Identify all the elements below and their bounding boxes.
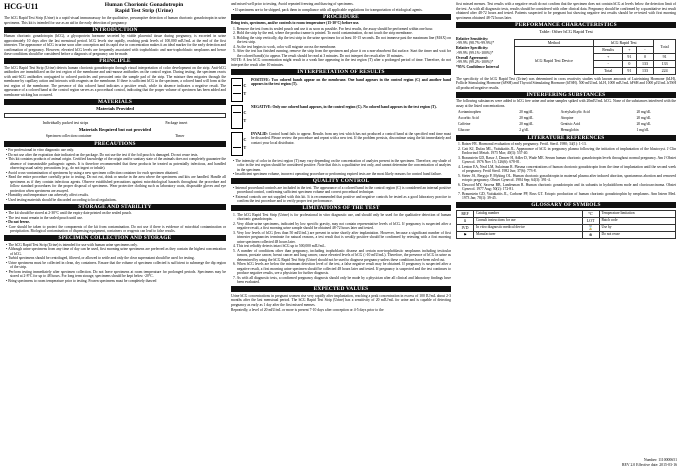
list-item: 4. As the test begins to work, color will migrate across the membrane. — [233, 44, 337, 49]
table-cell: Results — [594, 46, 623, 53]
control-line-label: C — [243, 136, 247, 142]
stat-line: >99.9% (99.1%-100%)* — [456, 50, 494, 55]
do-not-reuse-icon: ⊗ — [582, 231, 599, 238]
list-item: 7. As with all diagnostic tests, a confirmed pregnancy diagnosis should only be made by a physician after all clinical and laboratory findings have been evaluated. — [233, 275, 451, 284]
section-heading-specimen: SPECIMEN COLLECTION AND STORAGE — [4, 235, 226, 241]
test-line — [233, 93, 241, 95]
manufacturer-icon: ⚑ — [457, 231, 474, 238]
temperature-icon: ℃ — [582, 210, 599, 217]
hourglass-icon: ⌛ — [582, 224, 599, 231]
table-cell: Catalog number — [474, 210, 583, 217]
list-item: 2. Hold the strip by the end, where the product name is printed. To avoid contamination, do not touch the strip membrane. — [233, 31, 413, 35]
table-row — [514, 46, 675, 53]
materials-provided-list — [4, 120, 226, 126]
list-item: 2. Catt KJ, Dufau ML, Vaitukaitis JL. Appearance of hCG in pregnancy plasma following the initiation of implantation of the blastocyst. J Clin Endocrinol Metab. 1975 Mar; 40(3): 537-40. — [458, 146, 676, 155]
control-line — [233, 85, 241, 87]
table-cell: 20 mg/dL — [519, 121, 534, 126]
materials-provided-heading: Materials Provided — [96, 106, 134, 111]
table-cell: Method — [514, 39, 594, 46]
table-cell: Total — [654, 39, 676, 53]
table-cell: Gentisic Acid — [560, 121, 581, 126]
list-item: 4. This test reliably detects intact hCG up to 500,000 mIU/mL. — [233, 244, 326, 248]
procedure-note: NOTE: A low hCG concentration might result in a weak line appearing in the test region (T) after a prolonged period of time. Therefore, do not interpret the result after 10 minutes. — [231, 58, 451, 67]
table-cell: 133 — [654, 60, 676, 67]
list-item: • External controls are not supplied with this kit. It is recommended that positive and negative controls be tested as a good laboratory practice to confirm the test procedure and to verify proper test performance. — [233, 194, 451, 203]
interfering-text: The following substances were added to hCG free urine and urine samples spiked with 20mIU/mL hCG. None of the substances interfered with the assay at the listed concentrations. — [456, 99, 676, 108]
negative-text: NEGATIVE: Only one colored band appears, in the control region (C). No colored band appears in the test region (T). — [251, 104, 437, 109]
table-row — [456, 127, 676, 133]
specimen-continued: and mixed well prior to testing. Avoid repeated freezing and thawing of specimens. — [231, 2, 354, 6]
table-cell: 0 — [623, 60, 637, 67]
expected-values-continued: first missed menses. Test results with a negative result do not confirm that the specimen does not contain hCG at levels below the detection limit of the test. As with all diagnostic tests, results should be considered with other clinical data. Pregnancy should be confirmed by a quantitative test result obtained after 48-72 hours and tested. Patients suspected to be pregnant but showing negative test results should be re-tested with first morning specimens obtained 48-72 hours later. — [456, 2, 676, 20]
table-cell: Batch code — [599, 217, 675, 224]
table-cell: - — [636, 46, 654, 53]
intended-use: The hCG Rapid Test Strip (Urine) is a rapid visual immunoassay for the qualitative, presumptive detection of human chorionic gonadotropin in urine specimens. This kit is intended for use as an aid in the early detection of pregnancy. — [4, 16, 226, 25]
table-cell: Do not reuse — [599, 231, 675, 238]
list-item: • Insufficient specimen volume, incorrect operating procedure or performing expired tests are the most likely reasons for control band failure. — [233, 172, 442, 176]
revision-date: REV 2.0 Effective date: 2015-03-16 — [621, 463, 677, 468]
list-item: 4. Lenton EA, Neal LM, Sulaiman R. Plasma concentrations of human chorionic gonadotropin from the time of implantation until the second week of pregnancy. Fertil Steril. 1982 Jun; 37(6): 773-8. — [458, 164, 676, 173]
header — [4, 2, 226, 14]
section-heading-glossary: GLOSSARY OF SYMBOLS — [456, 202, 676, 208]
section-heading-procedure: PROCEDURE — [231, 14, 451, 20]
stat-line: >99.9% (99.2%-100%)* — [456, 60, 494, 65]
table-title: Table: Other hCG Rapid Test — [539, 29, 593, 34]
list-item: 1. Remove the test from its sealed pouch and use it as soon as possible. For best results, the assay should be performed within one hour. — [233, 26, 434, 31]
list-item: 5. Steier JA, Bergsjo P, Myking OL. Human chorionic gonadotropin in maternal plasma after induced abortion, spontaneous abortion and removed ectopic pregnancy. Obstet Gynecol. 1984 Sep; 64(3): 391-4. — [458, 173, 676, 182]
table-row — [514, 39, 675, 46]
performance-stats — [456, 37, 514, 71]
table-cell: 20 mg/dL — [636, 109, 651, 114]
list-item: 1. Batzer FR. Hormonal evaluation of early pregnancy. Fertil. Steril. 1980; 34(1): 1-13. — [458, 142, 587, 146]
list-item: Package insert — [165, 120, 188, 125]
positive-text: POSITIVE: Two colored bands appear on the membrane. One band appears in the control region (C) and another band appears in the test region (T). — [251, 77, 451, 86]
column-3 — [456, 2, 676, 468]
table-row — [457, 210, 676, 217]
list-item: • The intensity of color in the test region (T) may vary depending on the concentration of analytes present in the specimen. Therefore, any shade of color in the test region should be considered positive. Note that this is a qualitative test only, and cannot determine the concentration of analytes in the specimen. — [233, 158, 451, 172]
column-2 — [231, 2, 451, 468]
table-row — [457, 224, 676, 231]
procedure-intro: Bring tests, specimens, and/or controls to room temperature (15-30°C) before use. — [231, 21, 360, 25]
list-item: • The kit should be stored at 2-30°C until the expiry date printed on the sealed pouch. — [6, 211, 132, 215]
product-code: HCG-U11 — [4, 2, 39, 11]
table-cell: Hemoglobin — [560, 127, 579, 132]
materials-required-heading: Materials Required but not provided — [78, 126, 152, 132]
table-cell: 0 — [636, 53, 654, 60]
stat-line: Relative Sensitivity: — [456, 36, 489, 41]
table-row — [457, 217, 676, 224]
section-heading-storage: STORAGE AND STABILITY — [4, 204, 226, 210]
principle-text: The hCG Rapid Test Strip (Urine) detects human chorionic gonadotropin through visual interpretation of color development on the strip. Anti-hCG antibodies are immobilized on the test region of the membrane and anti-mouse antibodies on the control region. During testing, the specimen reacts with anti-hCG antibodies conjugated to colored particles and precoated onto the sample pad of the strip. The mixture then migrates through the membrane by capillary action and interacts with reagents on the membrane. If there is sufficient hCG in the specimen, a colored band will form at the test region of the membrane. The presence of this colored band indicates a positive result, while its absence indicates a negative result. The appearance of a colored band at the control region serves as a procedural control, indicating that the proper volume of specimen has been added and membrane wicking has occurred. — [4, 65, 226, 97]
title-line-1: Human Chorionic Gonadotropin — [104, 2, 184, 8]
result-negative — [231, 105, 451, 129]
table-cell: hCG Rapid Test — [594, 39, 654, 46]
stat-line: >99.9% (98.7%-99.9%)* — [456, 41, 495, 46]
list-item: • For professional in vitro diagnostic use only. — [6, 148, 75, 152]
section-heading-introduction: INTRODUCTION — [4, 27, 226, 33]
list-item: • Care should be taken to protect the components of the kit from contamination. Do not use if there is evidence of microbial contamination or precipitation. Biological contamination of dispensing equipment, containers or reagents can lead to false results. — [6, 224, 226, 233]
table-cell: Temperature limitation — [599, 210, 675, 217]
stat-line: Overall Agreement: — [456, 55, 489, 60]
list-item: 5. After the test has finished running, remove the strip from the specimen and place it on a non-absorbent flat surface. Start the timer and wait for the colored band(s) to appear. The result should be read at 3 minutes. Do not interpret the result after 10 minutes. — [233, 49, 451, 58]
section-heading-limitations: LIMITATIONS OF THE TEST — [231, 205, 451, 211]
table-cell: + — [594, 53, 623, 60]
table-cell: Total — [594, 67, 623, 74]
table-cell: 133 — [636, 67, 654, 74]
table-cell: Consult instructions for use — [474, 217, 583, 224]
column-1 — [4, 2, 226, 468]
result-positive — [231, 78, 451, 102]
test-line-label: T — [243, 90, 247, 96]
list-item: • The test must remain in the sealed pouch until use. — [6, 215, 83, 220]
expected-values-text-2: Repeatedly, a level of 20 mIU/mL or more is present 7-10 days after conception or 4-5 days prior to the — [231, 308, 384, 312]
list-item: • Humidity and temperature can adversely affect results. — [6, 193, 89, 197]
list-item: Timer — [175, 134, 185, 138]
document-number: Number: 1110000651 — [643, 458, 677, 463]
section-heading-literature: LITERATURE REFERENCES — [456, 135, 676, 141]
list-item: • Perform testing immediately after specimen collection. Do not leave specimens at room temperature for prolonged periods. Specimens may be stored at 2-8°C for up to 48 hours. For long term storage, specimens should be kept below -20°C. — [6, 269, 226, 278]
storage-list — [4, 211, 226, 234]
table-cell: Caffeine — [458, 121, 471, 126]
list-item: • Turbid specimens should be centrifuged, filtered, or allowed to settle and only the clear supernatant should be used for testing. — [6, 256, 195, 260]
table-cell: 91 — [623, 53, 637, 60]
expected-values-text: Urine hCG concentrations in pregnant women rise very rapidly after implantation, reaching a peak concentration in excess of 100 IU/mL about 2-3 months after the last menstrual period. The hCG Rapid Test Strip (Urine) has a sensitivity of 20 mIU/mL for urine and is capable of detecting pregnancy as early as 1 day after the first missed menses. — [231, 293, 451, 307]
invalid-text: INVALID: Control band fails to appear. Results from any test which has not produced a control band at the specified read time must be discarded. Please review the procedure and repeat with a new test. If the problem persists, discontinue using the kit immediately and contact your local distributor. — [251, 131, 451, 145]
section-heading-precautions: PRECAUTIONS — [4, 141, 226, 147]
introduction-text: Human chorionic gonadotropin (hCG), a glycoprotein hormone secreted by viable placental tissue during pregnancy, is excreted in urine approximately 10 days after the last menstrual period. hCG levels rise rapidly, reaching peak levels of 100,000 mIU/mL at the end of the first trimester. The appearance of hCG in urine soon after conception and its rapid rise in concentration makes it an ideal marker for the early detection and confirmation of pregnancy. However, elevated hCG levels are frequently associated with trophoblastic and non-trophoblastic neoplasms and hence these conditions should be considered before a diagnosis of pregnancy can be made. — [4, 34, 226, 56]
quality-control-list — [231, 186, 451, 204]
interpretation-notes — [231, 159, 451, 177]
control-line — [233, 112, 241, 114]
stat-line: *95% Confidence Interval — [456, 65, 499, 70]
test-line-label: T — [243, 144, 247, 150]
list-item: 1. The hCG Rapid Test Strip (Urine) is for professional in vitro diagnostic use, and should only be used for the qualitative detection of human chorionic gonadotropin. — [233, 212, 451, 221]
list-item: • Used testing materials should be discarded according to local regulations. — [6, 197, 117, 202]
materials-provided-box — [4, 113, 226, 118]
list-item: 2. Very dilute urine specimens, indicated by low specific gravity, may not contain representative levels of hCG. If pregnancy is suspected after a negative result, a first morning urine sample should be obtained 48-72 hours later and tested. — [233, 221, 451, 230]
section-heading-expected-values: EXPECTED VALUES — [231, 286, 451, 292]
limitations-list — [231, 213, 451, 285]
list-item: • Urine specimens must be collected in clean, dry containers. Ensure that the volume of specimen collected is sufficient to submerge the dip region of the strip. — [6, 260, 226, 269]
list-item: 3. Holding the strip vertically, dip the test strip in the urine specimen for at least 10-15 seconds. Do not immerse past the maximum line (MAX) on the test strip. — [233, 35, 451, 44]
table-cell: 91 — [623, 67, 637, 74]
catalog-number-icon: REF — [457, 210, 474, 217]
literature-list — [456, 142, 676, 201]
control-line-label: C — [243, 82, 247, 88]
performance-table — [514, 39, 676, 75]
precautions-list — [4, 148, 226, 202]
table-cell: + — [623, 46, 637, 53]
list-item: 3. Braunstein GD, Rasor J, Danzer H, Adler D, Wade ME. Serum human chorionic gonadotropin levels throughout normal pregnancy. Am J Obstet Gynecol. 1976 Nov 15; 126(6): 678-81. — [458, 155, 676, 164]
procedure-steps — [231, 27, 451, 59]
section-heading-performance: PERFORMANCE CHARACTERISTICS — [456, 22, 676, 28]
performance-text: The specificity of the hCG Rapid Test (Urine) was determined in cross reactivity studies with known amounts of Luteinizing Hormone (hLH), Follicle Stimulating Hormone (hFSH) and Thyroid Stimulating Hormone (hTSH). 500 mIU/mL hLH, 1000 mIU/mL hFSH and 1000 µIU/mL hTSH all produced negative results. — [456, 76, 676, 90]
table-cell: In vitro diagnostic medical device — [474, 224, 583, 231]
list-item: • Bring specimens to room temperature prior to testing. Frozen specimens must be completely thawed — [6, 278, 157, 283]
table-cell: - — [594, 60, 623, 67]
specimen-list — [4, 243, 226, 284]
table-cell: Atropine — [560, 115, 574, 120]
footer — [622, 458, 677, 468]
test-line — [233, 147, 241, 149]
interfering-table — [456, 109, 676, 133]
title-line-2: Rapid Test Strip (Urine) — [115, 8, 173, 14]
product-title — [62, 2, 226, 14]
section-heading-interpretation: INTERPRETATION OF RESULTS — [231, 69, 451, 75]
specimen-continued-item: • If specimens are to be shipped, pack them in compliance with all applicable regulations for transportation of etiological agents. — [233, 7, 423, 12]
list-item: 3. Very low levels of hCG (less than 50 mIU/mL) are present in urine shortly after implantation. However, because a significant number of first trimester pregnancies terminate for natural reasons, a test result that is weakly positive should be confirmed by retesting with a first morning urine specimen collected 48 hours later. — [233, 230, 451, 244]
info-icon: ℹ — [457, 217, 474, 224]
table-cell: 1 mg/dL — [636, 127, 649, 132]
table-cell: Ascorbic Acid — [458, 115, 479, 120]
section-heading-materials: MATERIALS — [4, 99, 226, 105]
materials-required-list — [4, 133, 226, 139]
table-cell: Manufacturer — [474, 231, 583, 238]
table-cell: 224 — [654, 67, 676, 74]
list-item: • This kit contains products of animal origin. Certified knowledge of the origin and/or sanitary state of the animals does not completely guarantee the absence of transmissible pathogenic agents. It is therefore recommended that these products be treated as potentially infectious, and handled observing usual safety precautions (e.g., do not ingest or inhale). — [6, 157, 226, 170]
list-item: 5. A number of conditions other than pregnancy, including trophoblastic disease and certain non-trophoblastic neoplasms including testicular tumors, prostate cancer, breast cancer and lung cancer, cause elevated levels of hCG (>10 mIU/mL). Therefore, the presence of hCG in urine as determined by using the hCG Rapid Test Strip (Urine) should not be used to diagnose pregnancy unless these conditions have been ruled out. — [233, 248, 451, 262]
table-cell: 2 g/dL — [519, 127, 529, 132]
glossary-table — [456, 210, 676, 239]
list-item: • The hCG Rapid Test Strip (Urine) is intended for use with human urine specimens only. — [6, 242, 138, 247]
list-item: Specimen collection container — [45, 134, 92, 138]
table-cell: Use by — [599, 224, 675, 231]
list-item: 6. When hCG levels are below the minimum detection level of the test, a false negative result may be obtained. If pregnancy is suspected after a negative result, a first morning urine specimen should be collected 48 hours later and tested. If pregnancy is suspected and the test continues to produce negative results, see a physician for further diagnosis. — [233, 262, 451, 275]
table-cell: 20 mg/dL — [636, 121, 651, 126]
section-heading-principle: PRINCIPLE — [4, 58, 226, 64]
list-item: 6. Dawood MY, Saxena BB, Landesman R. Human chorionic gonadotropin and its subunits in hydatidiform mole and choriocarcinoma. Obstet Gynecol. 1977 Aug; 50(2): 172-81. — [458, 182, 676, 191]
test-strip-positive — [231, 78, 247, 102]
list-item: • Internal procedural controls are included in the test. The appearance of a colored band in the control region (C) is considered an internal positive procedural control, confirming sufficient specimen volume and correct procedural technique. — [233, 185, 451, 194]
list-item: 7. Braunstein GD, Vaitukaitis JL, Carbone PP, Ross GT. Ectopic production of human chorionic gonadotrophin by neoplasms. Ann Intern Med. 1973 Jan; 78(1): 39-45. — [458, 191, 676, 200]
ivd-icon: IVD — [457, 224, 474, 231]
batch-code-icon: LOT — [582, 217, 599, 224]
table-cell: Glucose — [458, 127, 470, 132]
list-item: Individually packed test strips — [42, 120, 89, 125]
table-cell: hCG Rapid Test Device — [514, 46, 594, 74]
list-item: • Read the entire procedure carefully prior to testing. Do not eat, drink or smoke in the area where the specimens and kits are handled. Handle all specimens as if they contain infectious agents. Observe established precautions against microbiological hazards throughout the procedure and follow standard procedures for the proper disposal of specimens. Wear protective clothing such as laboratory coats, disposable gloves and eye protection when specimens are assayed. — [6, 175, 226, 193]
list-item: • Do not freeze. — [6, 220, 30, 224]
section-heading-interfering: INTERFERING SUBSTANCES — [456, 92, 676, 98]
test-line-label: T — [243, 117, 247, 123]
table-cell: 20 mg/dL — [519, 115, 534, 120]
table-row — [457, 231, 676, 238]
test-strip-invalid — [231, 132, 247, 156]
list-item: • Avoid cross-contamination of specimens by using a new specimen collection container for each specimen obtained. — [6, 170, 179, 175]
section-heading-quality-control: QUALITY CONTROL — [231, 178, 451, 184]
list-item: • Do not use after the expiration date indicated on the package. Do not use the test if the foil pouch is damaged. Do not reuse tests. — [6, 152, 199, 157]
table-cell: Acetaminophen — [458, 109, 481, 114]
table-cell: 20 mg/dL — [636, 115, 651, 120]
result-invalid — [231, 132, 451, 156]
table-cell: Acetylsalicylic Acid — [560, 109, 590, 114]
table-cell: 91 — [654, 53, 676, 60]
list-item: • Although urine specimens from any time of day can be used, first morning urine specimens are preferred as they contain the highest concentration of hCG. — [6, 247, 226, 256]
table-cell: 133 — [636, 60, 654, 67]
performance-summary — [456, 37, 676, 75]
test-strip-negative — [231, 105, 247, 129]
control-line-label: C — [243, 109, 247, 115]
stat-line: Relative Specificity: — [456, 46, 489, 51]
table-cell: 20 mg/dL — [519, 109, 534, 114]
